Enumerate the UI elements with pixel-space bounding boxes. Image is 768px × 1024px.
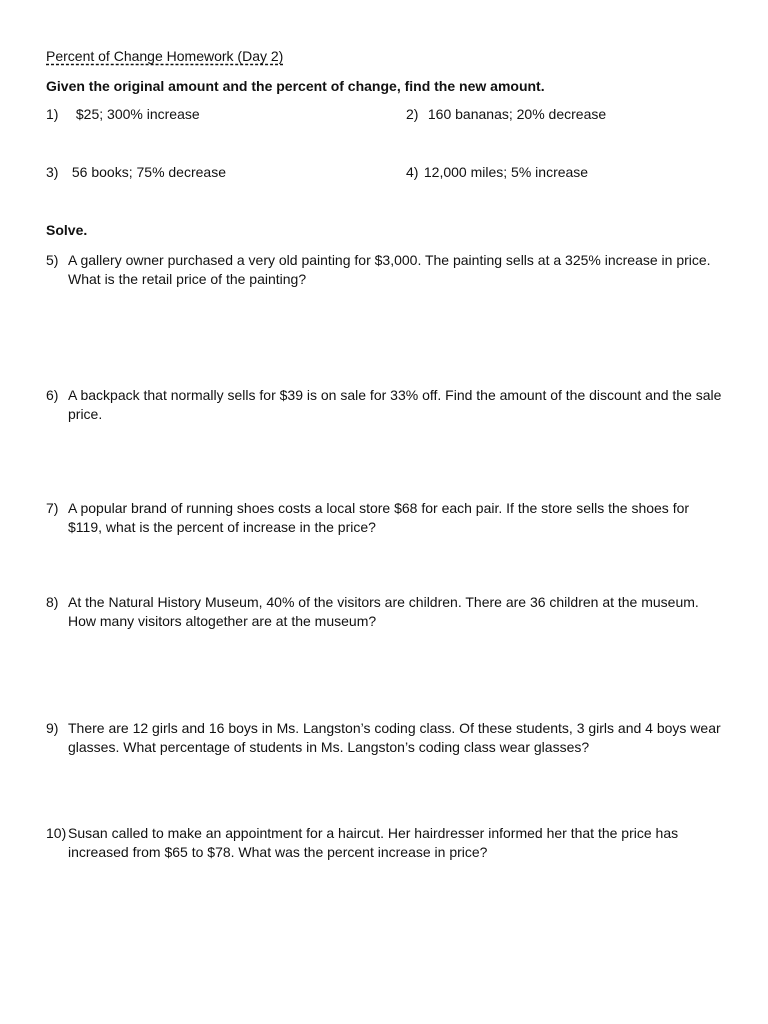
word-problem-10 (46, 824, 726, 862)
problem-text: A gallery owner purchased a very old painting for $3,000. The painting sells at a 325% increase in price. What is the retail price of the painting? (68, 252, 711, 287)
problem-number: 4) (406, 164, 419, 180)
problem-text: A popular brand of running shoes costs a local store $68 for each pair. If the store sells the shoes for $119, what is the percent of increase in the price? (68, 500, 690, 535)
problem-text: A backpack that normally sells for $39 is on sale for 33% off. Find the amount of the discount and the sale price. (68, 387, 722, 422)
instructions: Given the original amount and the percent of change, find the new amount. (46, 78, 545, 94)
problem-number: 6) (46, 387, 59, 403)
problem-number: 2) (406, 106, 419, 122)
problem-text: There are 12 girls and 16 boys in Ms. Langston’s coding class. Of these students, 3 girls and 4 boys wear glasses. What percentage of students in Ms. Langston’s coding class wear glasses? (68, 720, 721, 755)
problem-number: 7) (46, 500, 59, 516)
problem-text: 56 books; 75% decrease (71, 164, 226, 180)
problem-text: 160 bananas; 20% decrease (427, 106, 607, 122)
problem-number: 8) (46, 594, 59, 610)
problem-text: 12,000 miles; 5% increase (423, 164, 589, 180)
problem-number: 9) (46, 720, 59, 736)
word-problem-8 (46, 593, 726, 631)
short-problem-1 (46, 105, 200, 124)
short-problem-3 (46, 163, 226, 182)
page-title: Percent of Change Homework (Day 2) (46, 48, 284, 64)
problem-number: 1) (46, 106, 59, 122)
problem-text: Susan called to make an appointment for a haircut. Her hairdresser informed her that the price has increased from $65 to $78. What was the percent increase in price? (68, 825, 679, 860)
short-problem-4 (406, 163, 588, 182)
problem-text: $25; 300% increase (75, 106, 200, 122)
word-problem-5 (46, 251, 726, 289)
problem-text: At the Natural History Museum, 40% of the visitors are children. There are 36 children at the museum. How many visitors altogether are at the museum? (68, 594, 699, 629)
word-problem-9 (46, 719, 726, 757)
word-problem-6 (46, 386, 726, 424)
word-problem-7 (46, 499, 726, 537)
short-problem-2 (406, 105, 606, 124)
problem-number: 10) (46, 825, 67, 841)
problem-number: 5) (46, 252, 59, 268)
problem-number: 3) (46, 164, 59, 180)
solve-heading: Solve. (46, 222, 88, 238)
